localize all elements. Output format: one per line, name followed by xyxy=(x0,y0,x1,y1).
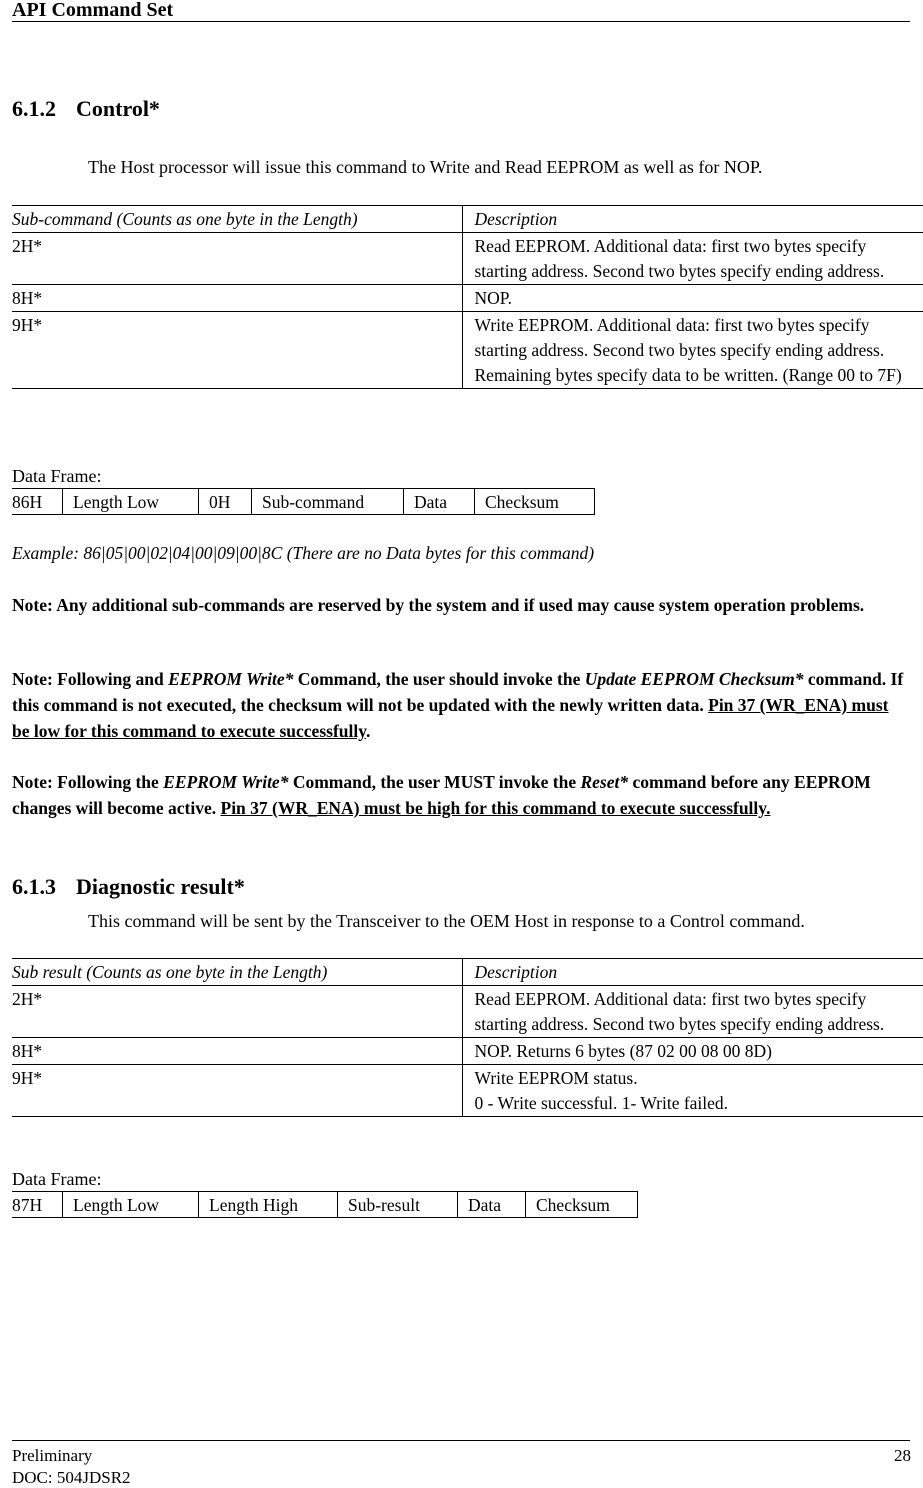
note-text: Command, the user should invoke the xyxy=(293,669,585,689)
column-header: Description xyxy=(462,206,923,233)
frame-field: 86H xyxy=(12,489,63,515)
column-header: Sub-command (Counts as one byte in the Length) xyxy=(12,206,462,233)
table-cell-desc: NOP. Returns 6 bytes (87 02 00 08 00 8D) xyxy=(462,1038,923,1065)
section-heading-6-1-3 xyxy=(12,874,245,900)
table-row xyxy=(12,1038,923,1065)
table-cell-code: 9H* xyxy=(12,1065,462,1117)
section-title: Control* xyxy=(76,96,160,121)
table-cell-desc xyxy=(462,1065,923,1117)
note-italic-command: Update EEPROM Checksum* xyxy=(584,669,804,689)
subresult-table xyxy=(12,958,923,1117)
page-number: 28 xyxy=(894,1446,911,1465)
note-underlined: Pin 37 (WR_ENA) must be low for this command to execute successfully xyxy=(12,695,889,741)
data-frame-table xyxy=(12,488,595,515)
footer-divider xyxy=(12,1440,910,1441)
note-reset xyxy=(12,769,907,821)
note-text: Note: Following the xyxy=(12,772,164,792)
frame-field: Length High xyxy=(199,1192,338,1218)
section-number: 6.1.2 xyxy=(12,96,56,121)
note-checksum xyxy=(12,666,907,744)
note-italic-command: Reset* xyxy=(580,772,629,792)
table-header-row xyxy=(12,959,923,986)
desc-line: 0 - Write successful. 1- Write failed. xyxy=(474,1093,729,1113)
frame-field: Length Low xyxy=(63,1192,199,1218)
frame-field: 0H xyxy=(199,489,252,515)
page-header xyxy=(12,0,910,22)
table-row xyxy=(12,1065,923,1117)
subcommand-table xyxy=(12,205,923,389)
note-text: Command, the user MUST invoke the xyxy=(288,772,581,792)
note-italic-command: EEPROM Write* xyxy=(163,772,289,792)
desc-line: Write EEPROM status. xyxy=(474,1068,638,1088)
footer-status: Preliminary xyxy=(12,1446,93,1465)
table-row xyxy=(12,233,923,285)
data-frame-label: Data Frame: xyxy=(12,466,102,486)
table-cell-code: 8H* xyxy=(12,1038,462,1065)
table-cell-code: 8H* xyxy=(12,285,462,312)
frame-field: Data xyxy=(458,1192,526,1218)
table-row xyxy=(12,986,923,1038)
note-italic-command: EEPROM Write* xyxy=(168,669,294,689)
frame-field: Checksum xyxy=(526,1192,638,1218)
table-cell-code: 2H* xyxy=(12,986,462,1038)
header-title: API Command Set xyxy=(12,0,174,21)
frame-field: Checksum xyxy=(475,489,595,515)
column-header: Sub result (Counts as one byte in the Length) xyxy=(12,959,462,986)
table-row xyxy=(12,285,923,312)
data-frame-row xyxy=(12,1192,638,1218)
frame-field: Sub-result xyxy=(338,1192,458,1218)
frame-field: Data xyxy=(404,489,475,515)
note-text: command. If this command is not executed, the checksum will not be updated with the newly written data. xyxy=(12,669,904,715)
section-intro: This command will be sent by the Transceiver to the OEM Host in response to a Control command. xyxy=(88,911,805,931)
doc-id: DOC: 504JDSR2 xyxy=(12,1468,131,1487)
table-cell-code: 2H* xyxy=(12,233,462,285)
table-cell-code: 9H* xyxy=(12,312,462,389)
section-number: 6.1.3 xyxy=(12,874,56,899)
section-title: Diagnostic result* xyxy=(76,874,245,899)
table-cell-desc: NOP. xyxy=(462,285,923,312)
note-text: command before any EEPROM changes will become active. xyxy=(12,772,871,818)
note-reserved: Note: Any additional sub-commands are reserved by the system and if used may cause system operation problems. xyxy=(12,595,865,615)
table-header-row xyxy=(12,206,923,233)
note-text: Note: Following and xyxy=(12,669,169,689)
note-underlined: Pin 37 (WR_ENA) must be high for this command to execute successfully. xyxy=(220,798,771,818)
frame-field: 87H xyxy=(12,1192,63,1218)
table-cell-desc: Write EEPROM. Additional data: first two bytes specify starting address. Second two bytes specify ending address. Remaining bytes specify data to be written. (Range 00 to 7F) xyxy=(462,312,923,389)
table-cell-desc: Read EEPROM. Additional data: first two bytes specify starting address. Second two bytes specify ending address. xyxy=(462,233,923,285)
table-cell-desc: Read EEPROM. Additional data: first two bytes specify starting address. Second two bytes specify ending address. xyxy=(462,986,923,1038)
table-row xyxy=(12,312,923,389)
data-frame-row xyxy=(12,489,595,515)
example-line: Example: 86|05|00|02|04|00|09|00|8C (There are no Data bytes for this command) xyxy=(12,543,595,563)
data-frame-table xyxy=(12,1191,638,1218)
section-heading-6-1-2 xyxy=(12,96,160,122)
note-text: . xyxy=(366,721,371,741)
section-intro: The Host processor will issue this command to Write and Read EEPROM as well as for NOP. xyxy=(88,157,763,177)
frame-field: Sub-command xyxy=(252,489,404,515)
data-frame-label: Data Frame: xyxy=(12,1169,102,1189)
column-header: Description xyxy=(462,959,923,986)
frame-field: Length Low xyxy=(63,489,199,515)
